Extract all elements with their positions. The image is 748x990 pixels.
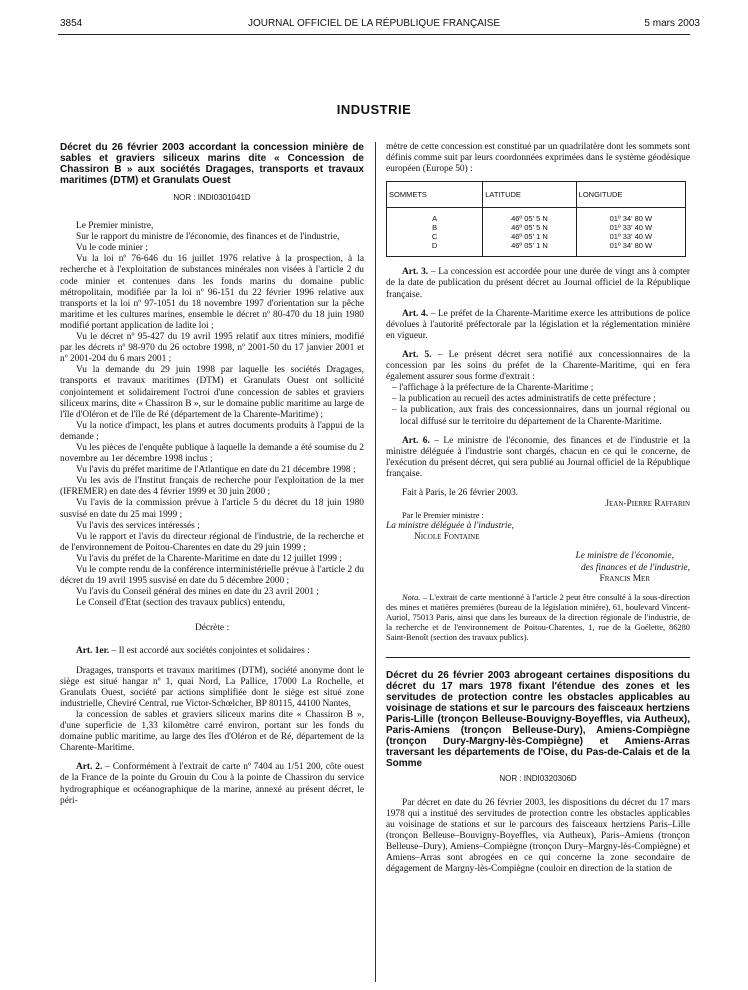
ministre-eco-title-2: des finances et de l'industrie, <box>580 562 690 573</box>
preamble-paragraph: Le Premier ministre, <box>76 221 154 232</box>
list-item: – l'affichage à la préfecture de la Charente-Maritime ; <box>392 383 594 394</box>
table-cell: 01º 34' 80 W <box>576 208 685 224</box>
table-cell: C <box>431 232 438 242</box>
par-le-premier-ministre: Par le Premier ministre : <box>402 511 484 521</box>
table-cell: 01º 34' 80 W <box>576 241 685 257</box>
decree1-title: Décret du 26 février 2003 accordant la concession minière de sables et graviers siliceux marins dite « Concession de Chassiron B » aux sociétés Dragages, transports et travaux maritimes (DTM) et Granulats Ouest <box>60 142 364 186</box>
decree2-body: Par décret en date du 26 février 2003, les dispositions du décret du 17 mars 1978 qui a institué des servitudes de protection contre les obstacles applicables au voisinage de stations et sur le parcours des faisceaux hertziens Paris–Lille (tronçon Belleuse–Bouvigny-Boyeffles, via Autheux), Paris–Amiens (tronçon Belleuse–Dury), Amiens–Compiègne (tronçon Dury–Margny-lès-Compiègne) et Amiens–Arras sont abrogées en ce qui concerne la zone secondaire de dégagement de Margny-lès-Compiègne (couloir en direction de la station de <box>386 797 690 875</box>
article-6 <box>386 436 690 480</box>
page-number: 3854 <box>60 18 83 29</box>
list-item: – la publication, aux frais des concessionnaires, dans un journal régional ou local diffusé sur le territoire du département de la Charente-Maritime. <box>392 405 690 427</box>
preamble-paragraph: Vu la demande du 29 juin 1998 par laquelle les sociétés Dragages, transports et travaux maritimes (DTM) et Granulats Ouest ont sollicité conjointement et solidairement l'octroi d'une concession de sables et graviers siliceux marins, dite « Chassiron B », sur le domaine public maritime au large de l'île d'Oléron et de l'île de Ré (département de la Charente-Maritime) ; <box>60 365 364 420</box>
table-cell: 46º 05' 1 N <box>483 232 576 241</box>
decree2-nor: NOR : INDI0320306D <box>499 773 577 783</box>
preamble-paragraph: Vu le compte rendu de la conférence interministérielle prévue à l'article 2 du décret du 19 avril 1995 susvisé en date du 5 décembre 2000 ; <box>60 565 364 587</box>
table-row <box>387 241 686 257</box>
article-2-continued: mètre de cette concession est constitué par un quadrilatère dont les sommets sont définis comme suit par leurs coordonnées exprimées dans le système géodésique européen (Europe 50) : <box>386 142 690 175</box>
table-cell: 01º 33' 40 W <box>576 223 685 232</box>
article-4-label: Art. 4. <box>402 308 429 319</box>
signer-prime-minister: Jean-Pierre Raffarin <box>605 499 690 510</box>
article-6-text: – Le ministre de l'économie, des finances et de l'industrie et la ministre déléguée à l'industrie sont chargés, chacun en ce qui le concerne, de l'exécution du présent décret, qui sera publié au Journal officiel de la République française. <box>386 435 690 479</box>
article-5-label: Art. 5. <box>402 349 432 360</box>
preamble-paragraph: Vu la loi nº 76-646 du 16 juillet 1976 relative à la prospection, à la recherche et à l'exploitation de substances minérales non visées à l'article 2 du code minier et contenues dans les fonds marins du domaine public métropolitain, modifiée par la loi nº 96-151 du 22 février 1996 relative aux transports et la loi nº 97-1051 du 18 novembre 1997 d'orientation sur la pêche maritime et les cultures marines, ensemble le décret nº 80-470 du 18 juin 1980 modifié portant application de ladite loi ; <box>60 254 364 331</box>
signature-place-date: Fait à Paris, le 26 février 2003. <box>402 487 519 498</box>
article-3-label: Art. 3. <box>402 267 429 278</box>
preamble-paragraph: Vu l'avis des services intéressés ; <box>76 520 200 531</box>
list-item: – la publication au recueil des actes administratifs de cette préfecture ; <box>392 394 656 405</box>
preamble-paragraph: Vu l'avis du Conseil général des mines en date du 23 avril 2001 ; <box>76 587 320 598</box>
table-cell: 46º 05' 1 N <box>483 241 576 257</box>
ministre-deleguee-title: La ministre déléguée à l'industrie, <box>386 521 514 532</box>
table-row <box>387 208 686 224</box>
section-title: INDUSTRIE <box>336 102 412 117</box>
article-2 <box>60 762 364 806</box>
table-cell: A <box>432 214 438 224</box>
preamble-paragraph: Le Conseil d'Etat (section des travaux publics) entendu, <box>76 598 285 609</box>
article-5-text: – Le présent décret sera notifié aux concessionnaires de la concession par les soins du préfet de la Charente-Maritime, qui en fera également assurer sous forme d'extrait : <box>386 349 690 383</box>
preamble-paragraph: Vu le décret nº 95-427 du 19 avril 1995 relatif aux titres miniers, modifié par les décrets nº 98-970 du 26 octobre 1998, nº 2001-50 du 17 janvier 2001 et nº 2001-204 du 6 mars 2001 ; <box>60 332 364 365</box>
article-4 <box>386 309 690 342</box>
article-1-text: – Il est accordé aux sociétés conjointes et solidaires : <box>109 646 310 657</box>
article-6-label: Art. 6. <box>402 435 430 446</box>
decree1-nor: NOR : INDI0301041D <box>173 193 251 202</box>
table-cell: 46º 05' 5 N <box>483 223 576 232</box>
decrete-heading: Décrète : <box>194 623 230 634</box>
nota <box>386 593 690 643</box>
table-header: LATITUDE <box>483 182 576 208</box>
table-header: LONGITUDE <box>576 182 685 208</box>
article-1 <box>60 646 364 657</box>
preamble-paragraph: Sur le rapport du ministre de l'économie, des finances et de l'industrie, <box>76 232 340 243</box>
nota-label: Nota. <box>402 592 421 602</box>
nota-text: – L'extrait de carte mentionné à l'article 2 peut être consulté à la sous-direction des mines et matières premières (bureau de la législation minière), 61, boulevard Vincent-Auriol, 75013 Paris, ainsi que dans les bureaux de la direction régionale de l'industrie, de la recherche et de l'environnement de Poitou-Charentes, 1, rue de la Goélette, 86280 Saint-Benoît (section des travaux publics). <box>386 592 690 642</box>
preamble-paragraph: Vu le code minier ; <box>76 243 148 254</box>
table-cell: 46º 05' 5 N <box>483 208 576 224</box>
preamble-paragraph: Vu les avis de l'Institut français de recherche pour l'exploitation de la mer (IFREMER) en date des 4 février 1999 et 30 juin 2000 ; <box>60 476 364 498</box>
preamble-paragraph: Vu la notice d'impact, les plans et autres documents produits à l'appui de la demande ; <box>60 420 364 442</box>
article-3 <box>386 267 690 300</box>
right-column <box>386 142 690 875</box>
preamble-paragraph: Vu le rapport et l'avis du directeur régional de l'industrie, de la recherche et de l'environnement de Poitou-Charentes en date du 29 juin 1999 ; <box>60 531 364 553</box>
decree-separator <box>386 657 690 658</box>
table-cell: 01º 33' 40 W <box>576 232 685 241</box>
article-4-text: – Le préfet de la Charente-Maritime exerce les attributions de police dévolues à l'autorité préfectorale par la législation et la réglementation minière en vigueur. <box>386 308 690 341</box>
preamble-paragraph: Vu les pièces de l'enquête publique à laquelle la demande a été soumise du 2 novembre au 1er décembre 1998 inclus ; <box>60 442 364 465</box>
table-cell: B <box>432 223 438 233</box>
article-5 <box>386 350 690 383</box>
table-row <box>387 232 686 241</box>
table-row <box>387 223 686 232</box>
article-2-label: Art. 2. <box>76 762 103 773</box>
table-cell: D <box>431 241 438 251</box>
journal-title: JOURNAL OFFICIEL DE LA RÉPUBLIQUE FRANÇAISE <box>247 18 501 29</box>
signer-minister-economy: Francis Mer <box>599 573 650 584</box>
column-divider <box>375 142 376 982</box>
preamble-paragraph: Vu l'avis du préfet maritime de l'Atlantique en date du 21 décembre 1998 ; <box>76 465 356 476</box>
article-2-text: – Conformément à l'extrait de carte nº 7404 au 1/51 200, côte ouest de la France de la pointe du Grouin du Cou à la pointe de Chassiron du service hydrographique et océanographique de la marine, annexé au présent décret, le péri- <box>60 762 364 806</box>
issue-date: 5 mars 2003 <box>644 18 700 29</box>
article-3-text: – La concession est accordée pour une durée de vingt ans à compter de la date de publication du présent décret au Journal officiel de la République française. <box>386 267 690 300</box>
decree1-preamble <box>60 221 364 609</box>
table-header: SOMMETS <box>387 182 483 208</box>
signer-minister-delegate: Nicole Fontaine <box>414 532 480 543</box>
article-1-body-2: la concession de sables et graviers siliceux marins dite « Chassiron B », d'une superficie de 1,33 kilomètre carré environ, portant sur les fonds du domaine public maritime, au large des îles d'Oléron et de Ré, département de la Charente-Maritime. <box>60 709 364 754</box>
preamble-paragraph: Vu l'avis du préfet de la Charente-Maritime en date du 12 juillet 1999 ; <box>76 553 342 564</box>
coordinates-table <box>386 181 686 257</box>
decree2-title: Décret du 26 février 2003 abrogeant certaines dispositions du décret du 17 mars 1978 fixant l'étendue des zones et les servitudes de protection contre les obstacles applicables au voisinage de stations et sur le parcours des faisceaux hertziens Paris-Lille (tronçon Belleuse-Bouvigny-Boyeffles, via Autheux), Paris-Amiens (tronçon Belleuse-Dury), Amiens-Compiègne (tronçon Dury-Margny-lès-Compiègne) et Amiens-Arras traversant les départements de l'Oise, du Pas-de-Calais et de la Somme <box>386 669 690 769</box>
article-1-body-1: Dragages, transports et travaux maritimes (DTM), société anonyme dont le siège est situé hangar nº 1, quai Nord, La Pallice, 17000 La Rochelle, et Granulats Ouest, société par actions simplifiée dont le siège est situé zone industrielle, Cheviré Central, rue Victor-Schœlcher, BP 80115, 44100 Nantes, <box>60 665 364 709</box>
preamble-paragraph: Vu l'avis de la commission prévue à l'article 5 du décret du 18 juin 1980 susvisé en date du 25 mai 1999 ; <box>60 498 364 520</box>
ministre-eco-title-1: Le ministre de l'économie, <box>575 551 674 562</box>
article-5-list <box>386 383 690 427</box>
header-rule <box>58 34 690 35</box>
article-1-label: Art. 1er. <box>76 646 110 657</box>
left-column <box>60 142 364 807</box>
